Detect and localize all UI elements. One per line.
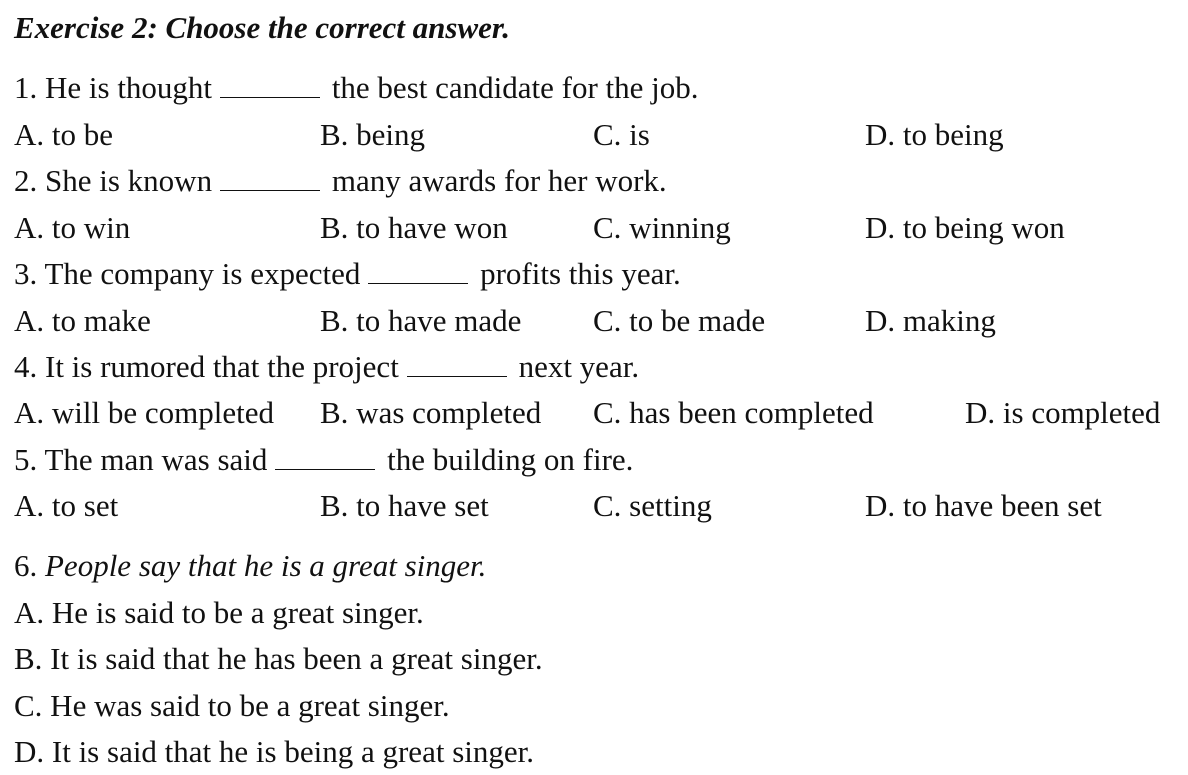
question-text-after: the building on fire.	[387, 442, 634, 477]
question-number: 1.	[14, 70, 38, 105]
option-1c[interactable]: C. is	[593, 117, 650, 152]
option-1d[interactable]: D. to being	[865, 117, 1004, 152]
option-3d[interactable]: D. making	[865, 303, 996, 338]
question-text-after: the best candidate for the job.	[331, 70, 699, 105]
answer-blank	[407, 352, 507, 377]
option-1a[interactable]: A. to be	[14, 117, 114, 152]
answer-blank	[220, 166, 320, 191]
option-6b[interactable]: B. It is said that he has been a great singer.	[14, 641, 543, 676]
option-2b[interactable]: B. to have won	[320, 210, 508, 245]
option-4d[interactable]: D. is completed	[965, 395, 1161, 430]
option-6c[interactable]: C. He was said to be a great singer.	[14, 688, 450, 723]
question-text-before: The company is expected	[44, 256, 361, 291]
answer-blank	[368, 259, 468, 284]
option-3c[interactable]: C. to be made	[593, 303, 766, 338]
question-text-before: She is known	[45, 163, 213, 198]
exercise-title: Exercise 2: Choose the correct answer.	[14, 10, 510, 45]
option-2c[interactable]: C. winning	[593, 210, 731, 245]
question-text-after: many awards for her work.	[331, 163, 667, 198]
option-4c[interactable]: C. has been completed	[593, 395, 874, 430]
question-text-before: He is thought	[45, 70, 213, 105]
question-text-before: It is rumored that the project	[45, 349, 399, 384]
option-6a[interactable]: A. He is said to be a great singer.	[14, 595, 424, 630]
option-4a[interactable]: A. will be completed	[14, 395, 274, 430]
option-5a[interactable]: A. to set	[14, 488, 119, 523]
question-1	[14, 72, 699, 103]
question-text-after: profits this year.	[480, 256, 681, 291]
option-2d[interactable]: D. to being won	[865, 210, 1065, 245]
question-number: 4.	[14, 349, 38, 384]
question-text-after: next year.	[518, 349, 640, 384]
answer-blank	[220, 73, 320, 98]
option-3b[interactable]: B. to have made	[320, 303, 522, 338]
question-6	[14, 550, 486, 581]
question-number: 5.	[14, 442, 38, 477]
question-2	[14, 165, 667, 196]
question-number: 6.	[14, 548, 38, 583]
question-5	[14, 444, 633, 475]
question-number: 3.	[14, 256, 38, 291]
question-4	[14, 351, 639, 382]
answer-blank	[275, 445, 375, 470]
option-5c[interactable]: C. setting	[593, 488, 712, 523]
option-4b[interactable]: B. was completed	[320, 395, 542, 430]
option-5d[interactable]: D. to have been set	[865, 488, 1102, 523]
option-1b[interactable]: B. being	[320, 117, 426, 152]
question-prompt: People say that he is a great singer.	[45, 548, 487, 583]
question-text-before: The man was said	[44, 442, 268, 477]
option-2a[interactable]: A. to win	[14, 210, 131, 245]
option-6d[interactable]: D. It is said that he is being a great singer.	[14, 734, 534, 769]
question-3	[14, 258, 681, 289]
option-5b[interactable]: B. to have set	[320, 488, 489, 523]
question-number: 2.	[14, 163, 38, 198]
option-3a[interactable]: A. to make	[14, 303, 151, 338]
